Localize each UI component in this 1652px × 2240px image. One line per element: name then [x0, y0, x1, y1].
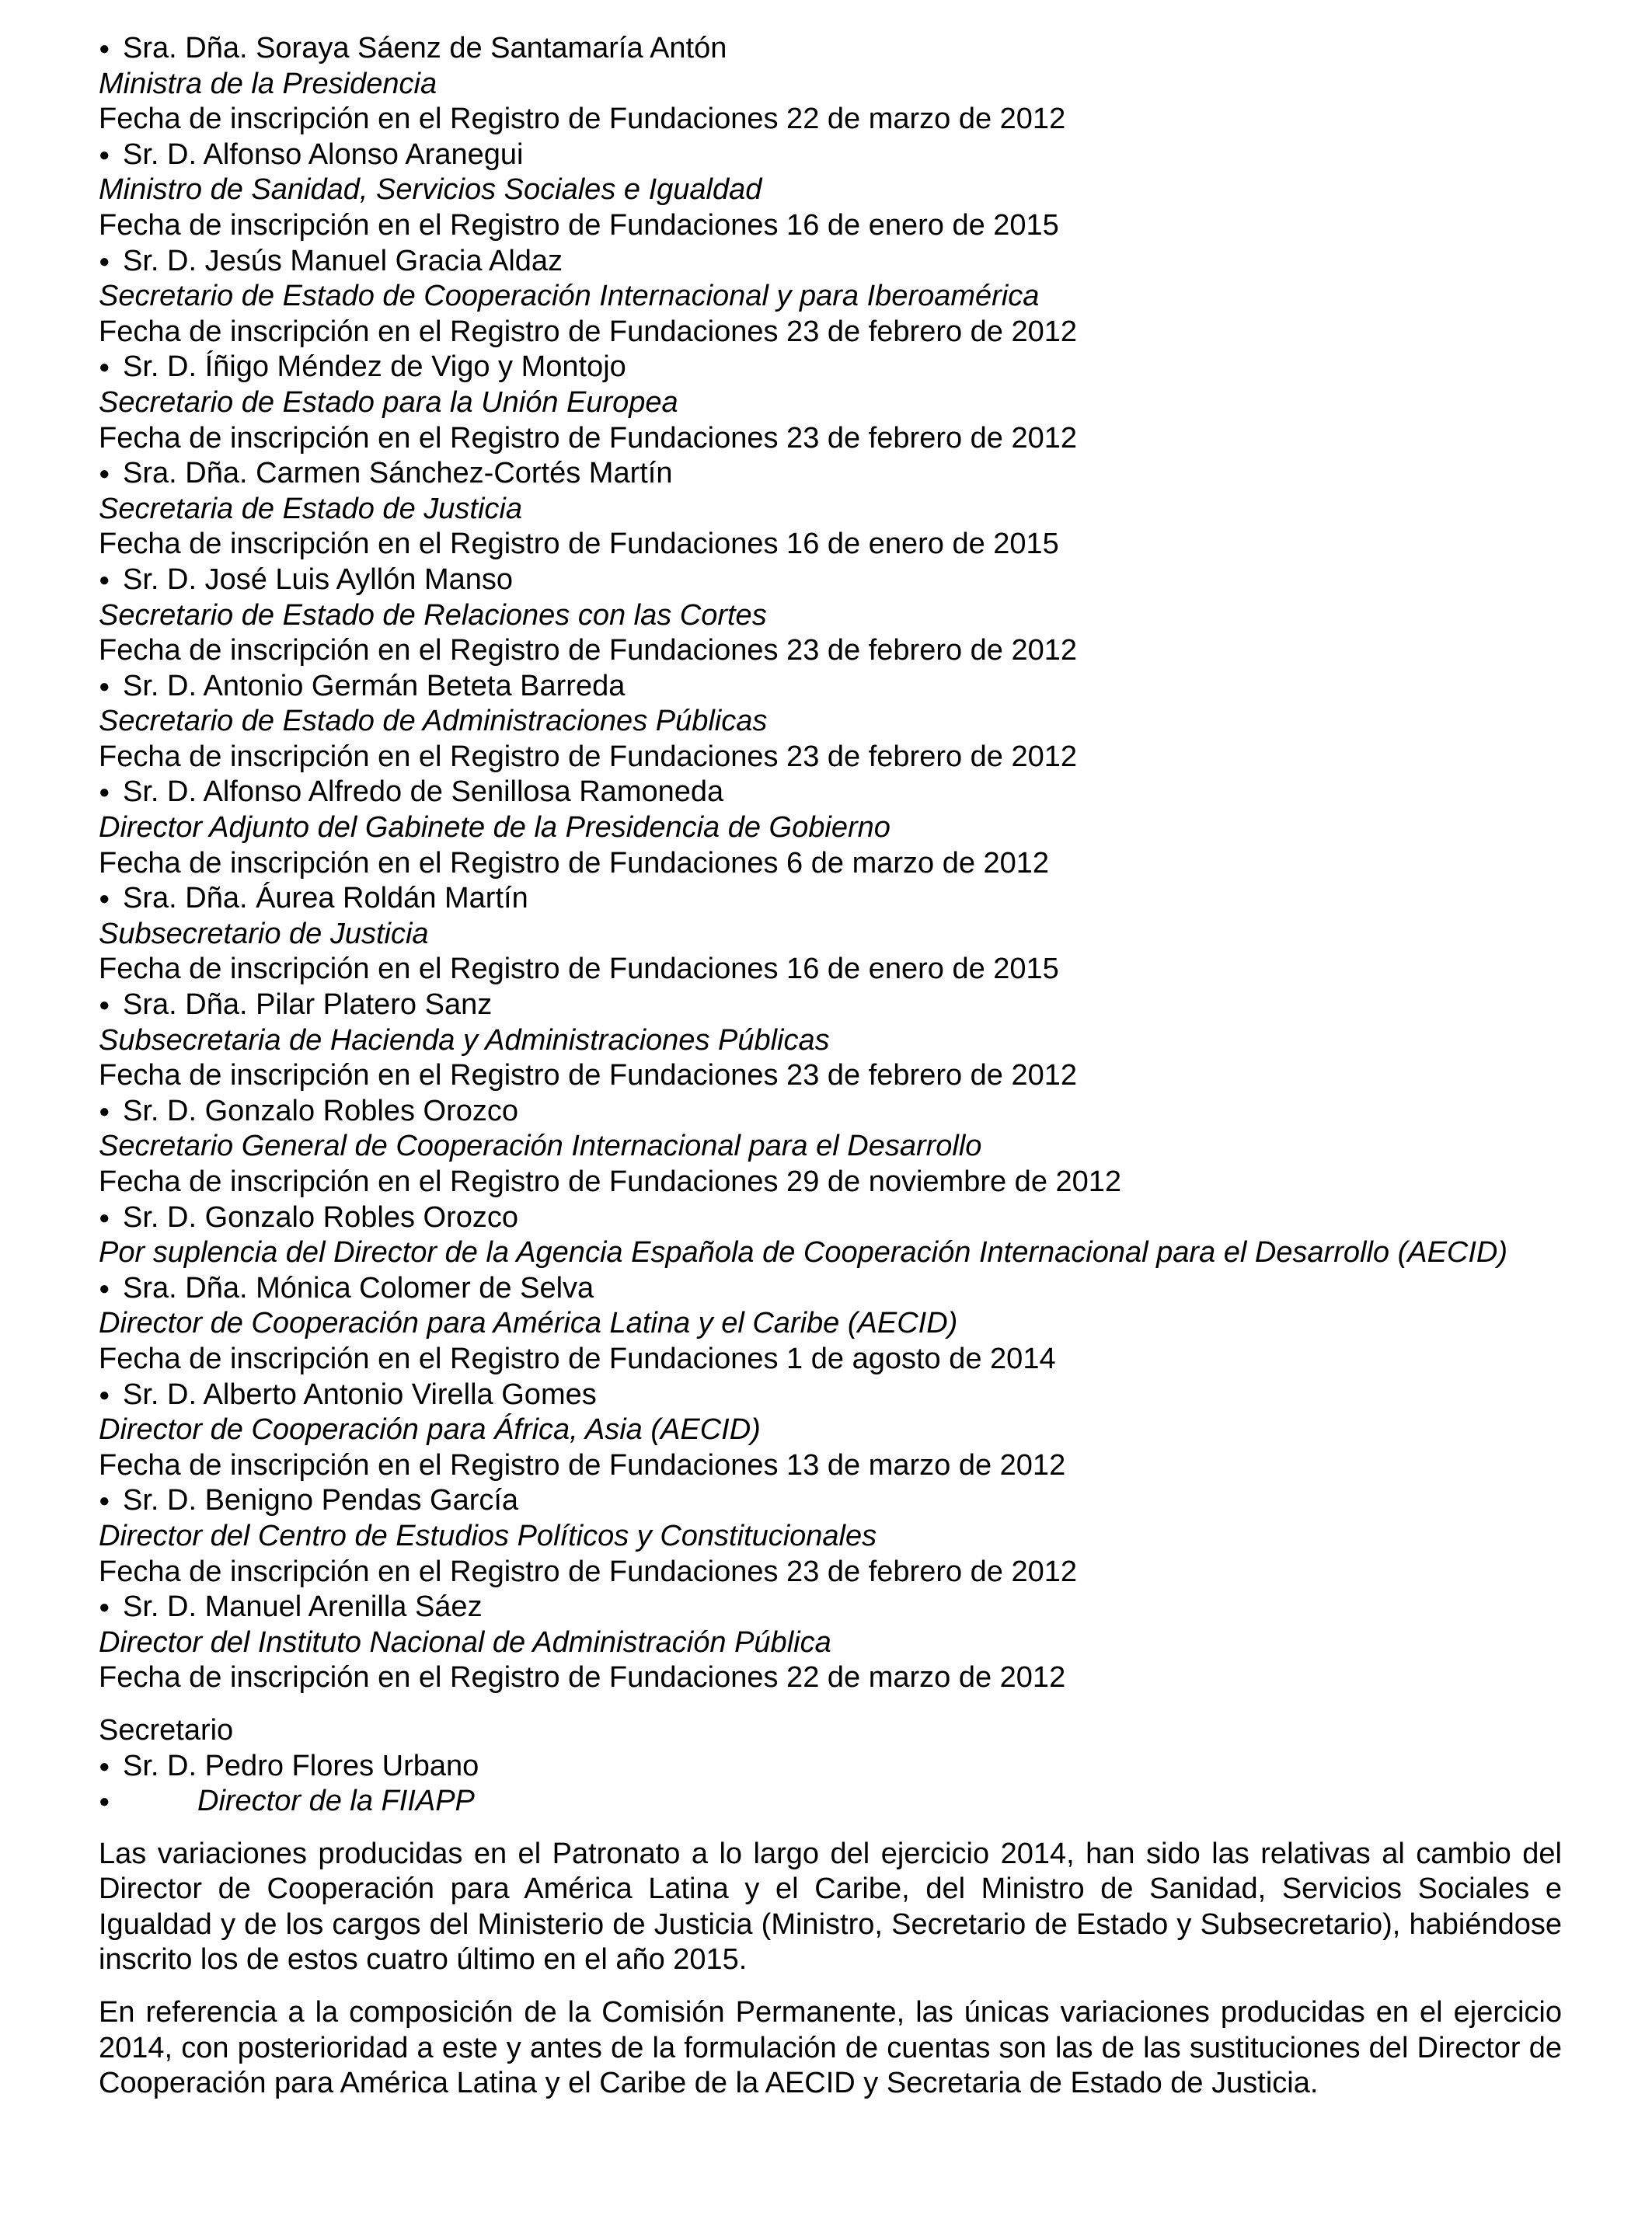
patron-name-line [99, 138, 1562, 173]
bullet-icon: ● [99, 1597, 110, 1618]
patron-role: Ministro de Sanidad, Servicios Sociales e Igualdad [99, 173, 762, 207]
bullet-icon: ● [99, 1791, 110, 1813]
patron-role: Secretaria de Estado de Justicia [99, 492, 522, 525]
patron-name-line [99, 1200, 1562, 1236]
patron-name-line [99, 563, 1562, 598]
patron-name: Sr. D. Alfonso Alfredo de Senillosa Ramoneda [123, 775, 724, 809]
patron-name: Sra. Dña. Carmen Sánchez-Cortés Martín [123, 457, 673, 490]
patron-name: Sra. Dña. Áurea Roldán Martín [123, 882, 528, 915]
patron-entry [99, 1590, 1562, 1696]
bullet-icon: ● [99, 1384, 110, 1406]
registration-date: Fecha de inscripción en el Registro de Fundaciones 16 de enero de 2015 [99, 953, 1059, 986]
bullet-icon: ● [99, 675, 110, 697]
registration-date: Fecha de inscripción en el Registro de Fundaciones 23 de febrero de 2012 [99, 1059, 1078, 1092]
patron-name: Sr. D. José Luis Ayllón Manso [123, 563, 513, 596]
bullet-icon: ● [99, 357, 110, 378]
patron-name: Sra. Dña. Mónica Colomer de Selva [123, 1271, 594, 1305]
patron-entry [99, 1483, 1562, 1590]
patron-role: Director de Cooperación para África, Asia (AECID) [99, 1413, 761, 1447]
patron-role: Secretario de Estado de Administraciones Públicas [99, 705, 768, 738]
patron-role: Secretario de Estado para la Unión Europea [99, 385, 678, 419]
patron-name: Sra. Dña. Soraya Sáenz de Santamaría Antón [123, 32, 727, 64]
paragraph-patronato-variations: Las variaciones producidas en el Patronato a lo largo del ejercicio 2014, han sido las relativas al cambio del Director de Cooperación para América Latina y el Caribe, del Ministro de Sanidad, Servicios Sociales e Igualdad y de los cargos del Ministerio de Justicia (Ministro, Secretario de Estado y Subsecretario), habiéndose inscrito los de estos cuatro último en el año 2015. [99, 1837, 1562, 1977]
patron-entry [99, 881, 1562, 988]
bullet-icon: ● [99, 995, 110, 1016]
patron-entry [99, 988, 1562, 1094]
patron-entry [99, 456, 1562, 563]
patron-name: Sr. D. Alfonso Alonso Aranegui [123, 138, 524, 171]
bullet-icon: ● [99, 38, 110, 59]
patron-name: Sr. D. Alberto Antonio Virella Gomes [123, 1378, 597, 1411]
patron-entry [99, 350, 1562, 456]
patron-role: Secretario de Estado de Relaciones con las Cortes [99, 598, 767, 632]
patron-entry [99, 1094, 1562, 1200]
patron-name-line [99, 881, 1562, 917]
patron-entry [99, 31, 1562, 138]
patron-name-line [99, 350, 1562, 385]
patron-entry [99, 1378, 1562, 1484]
registration-date: Fecha de inscripción en el Registro de Fundaciones 1 de agosto de 2014 [99, 1342, 1056, 1375]
registration-date: Fecha de inscripción en el Registro de Fundaciones 23 de febrero de 2012 [99, 315, 1078, 348]
patron-role: Por suplencia del Director de la Agencia Española de Cooperación Internacional para el Desarrollo (AECID) [99, 1236, 1508, 1270]
paragraph-commission-variations: En referencia a la composición de la Comisión Permanente, las únicas variaciones producidas en el ejercicio 2014, con posterioridad a este y antes de la formulación de cuentas son las de las sustituciones del Director de Cooperación para América Latina y el Caribe de la AECID y Secretaria de Estado de Justicia. [99, 1996, 1562, 2100]
patron-role: Director Adjunto del Gabinete de la Presidencia de Gobierno [99, 811, 890, 845]
patron-role: Director de Cooperación para América Latina y el Caribe (AECID) [99, 1307, 958, 1340]
secretary-role: Director de la FIIAPP [197, 1785, 475, 1818]
patron-role: Ministra de la Presidencia [99, 67, 437, 100]
registration-date: Fecha de inscripción en el Registro de Fundaciones 16 de enero de 2015 [99, 528, 1059, 561]
patron-role: Director del Instituto Nacional de Administración Pública [99, 1625, 831, 1659]
registration-date: Fecha de inscripción en el Registro de Fundaciones 23 de febrero de 2012 [99, 421, 1078, 455]
secretary-name: Sr. D. Pedro Flores Urbano [123, 1749, 479, 1782]
patron-name-line [99, 669, 1562, 705]
bullet-icon: ● [99, 1207, 110, 1228]
patron-name-line [99, 244, 1562, 280]
patron-name: Sr. D. Manuel Arenilla Sáez [123, 1590, 483, 1624]
document-page [99, 31, 1562, 2102]
patron-name-line [99, 1590, 1562, 1625]
patron-role: Subsecretario de Justicia [99, 917, 429, 950]
bullet-icon: ● [99, 782, 110, 803]
secretary-name-line [99, 1749, 1562, 1785]
registration-date: Fecha de inscripción en el Registro de Fundaciones 22 de marzo de 2012 [99, 1661, 1066, 1695]
patron-role: Secretario General de Cooperación Internacional para el Desarrollo [99, 1130, 982, 1163]
patron-entry [99, 775, 1562, 881]
patron-name-line [99, 1094, 1562, 1130]
registration-date: Fecha de inscripción en el Registro de Fundaciones 23 de febrero de 2012 [99, 634, 1078, 667]
patron-entry [99, 1271, 1562, 1378]
secretary-heading: Secretario [99, 1713, 234, 1747]
bullet-icon: ● [99, 463, 110, 485]
patron-name-line [99, 1271, 1562, 1307]
patron-entry [99, 138, 1562, 244]
bullet-icon: ● [99, 888, 110, 910]
registration-date: Fecha de inscripción en el Registro de Fundaciones 13 de marzo de 2012 [99, 1448, 1066, 1482]
patron-name: Sr. D. Gonzalo Robles Orozco [123, 1094, 518, 1127]
registration-date: Fecha de inscripción en el Registro de Fundaciones 22 de marzo de 2012 [99, 103, 1066, 136]
patron-entry [99, 669, 1562, 775]
registration-date: Fecha de inscripción en el Registro de Fundaciones 16 de enero de 2015 [99, 208, 1059, 242]
patron-name-line [99, 1483, 1562, 1519]
patron-entry [99, 244, 1562, 350]
patron-entry [99, 563, 1562, 669]
patron-role: Secretario de Estado de Cooperación Internacional y para Iberoamérica [99, 280, 1040, 313]
patron-role: Subsecretaria de Hacienda y Administraciones Públicas [99, 1023, 830, 1057]
bullet-icon: ● [99, 1755, 110, 1777]
patron-entry [99, 1200, 1562, 1271]
patron-name: Sr. D. Antonio Germán Beteta Barreda [123, 669, 626, 702]
bullet-icon: ● [99, 569, 110, 590]
patron-name-line [99, 31, 1562, 67]
patron-name: Sra. Dña. Pilar Platero Sanz [123, 988, 493, 1022]
registration-date: Fecha de inscripción en el Registro de Fundaciones 23 de febrero de 2012 [99, 1555, 1078, 1588]
bullet-icon: ● [99, 1490, 110, 1512]
patron-name-line [99, 1378, 1562, 1413]
patron-name-line [99, 456, 1562, 492]
patron-list [99, 31, 1562, 1696]
bullet-icon: ● [99, 1100, 110, 1122]
bullet-icon: ● [99, 1277, 110, 1299]
patron-name: Sr. D. Íñigo Méndez de Vigo y Montojo [123, 350, 626, 384]
patron-name-line [99, 988, 1562, 1023]
patron-name: Sr. D. Benigno Pendas García [123, 1484, 519, 1517]
patron-role: Director del Centro de Estudios Políticos y Constitucionales [99, 1519, 877, 1552]
patron-name: Sr. D. Jesús Manuel Gracia Aldaz [123, 244, 563, 277]
registration-date: Fecha de inscripción en el Registro de Fundaciones 29 de noviembre de 2012 [99, 1165, 1122, 1198]
bullet-icon: ● [99, 250, 110, 272]
patron-name-line [99, 775, 1562, 810]
registration-date: Fecha de inscripción en el Registro de Fundaciones 6 de marzo de 2012 [99, 846, 1050, 880]
registration-date: Fecha de inscripción en el Registro de Fundaciones 23 de febrero de 2012 [99, 740, 1078, 773]
secretary-role-line [99, 1784, 1562, 1820]
patron-name: Sr. D. Gonzalo Robles Orozco [123, 1200, 518, 1234]
bullet-icon: ● [99, 144, 110, 165]
